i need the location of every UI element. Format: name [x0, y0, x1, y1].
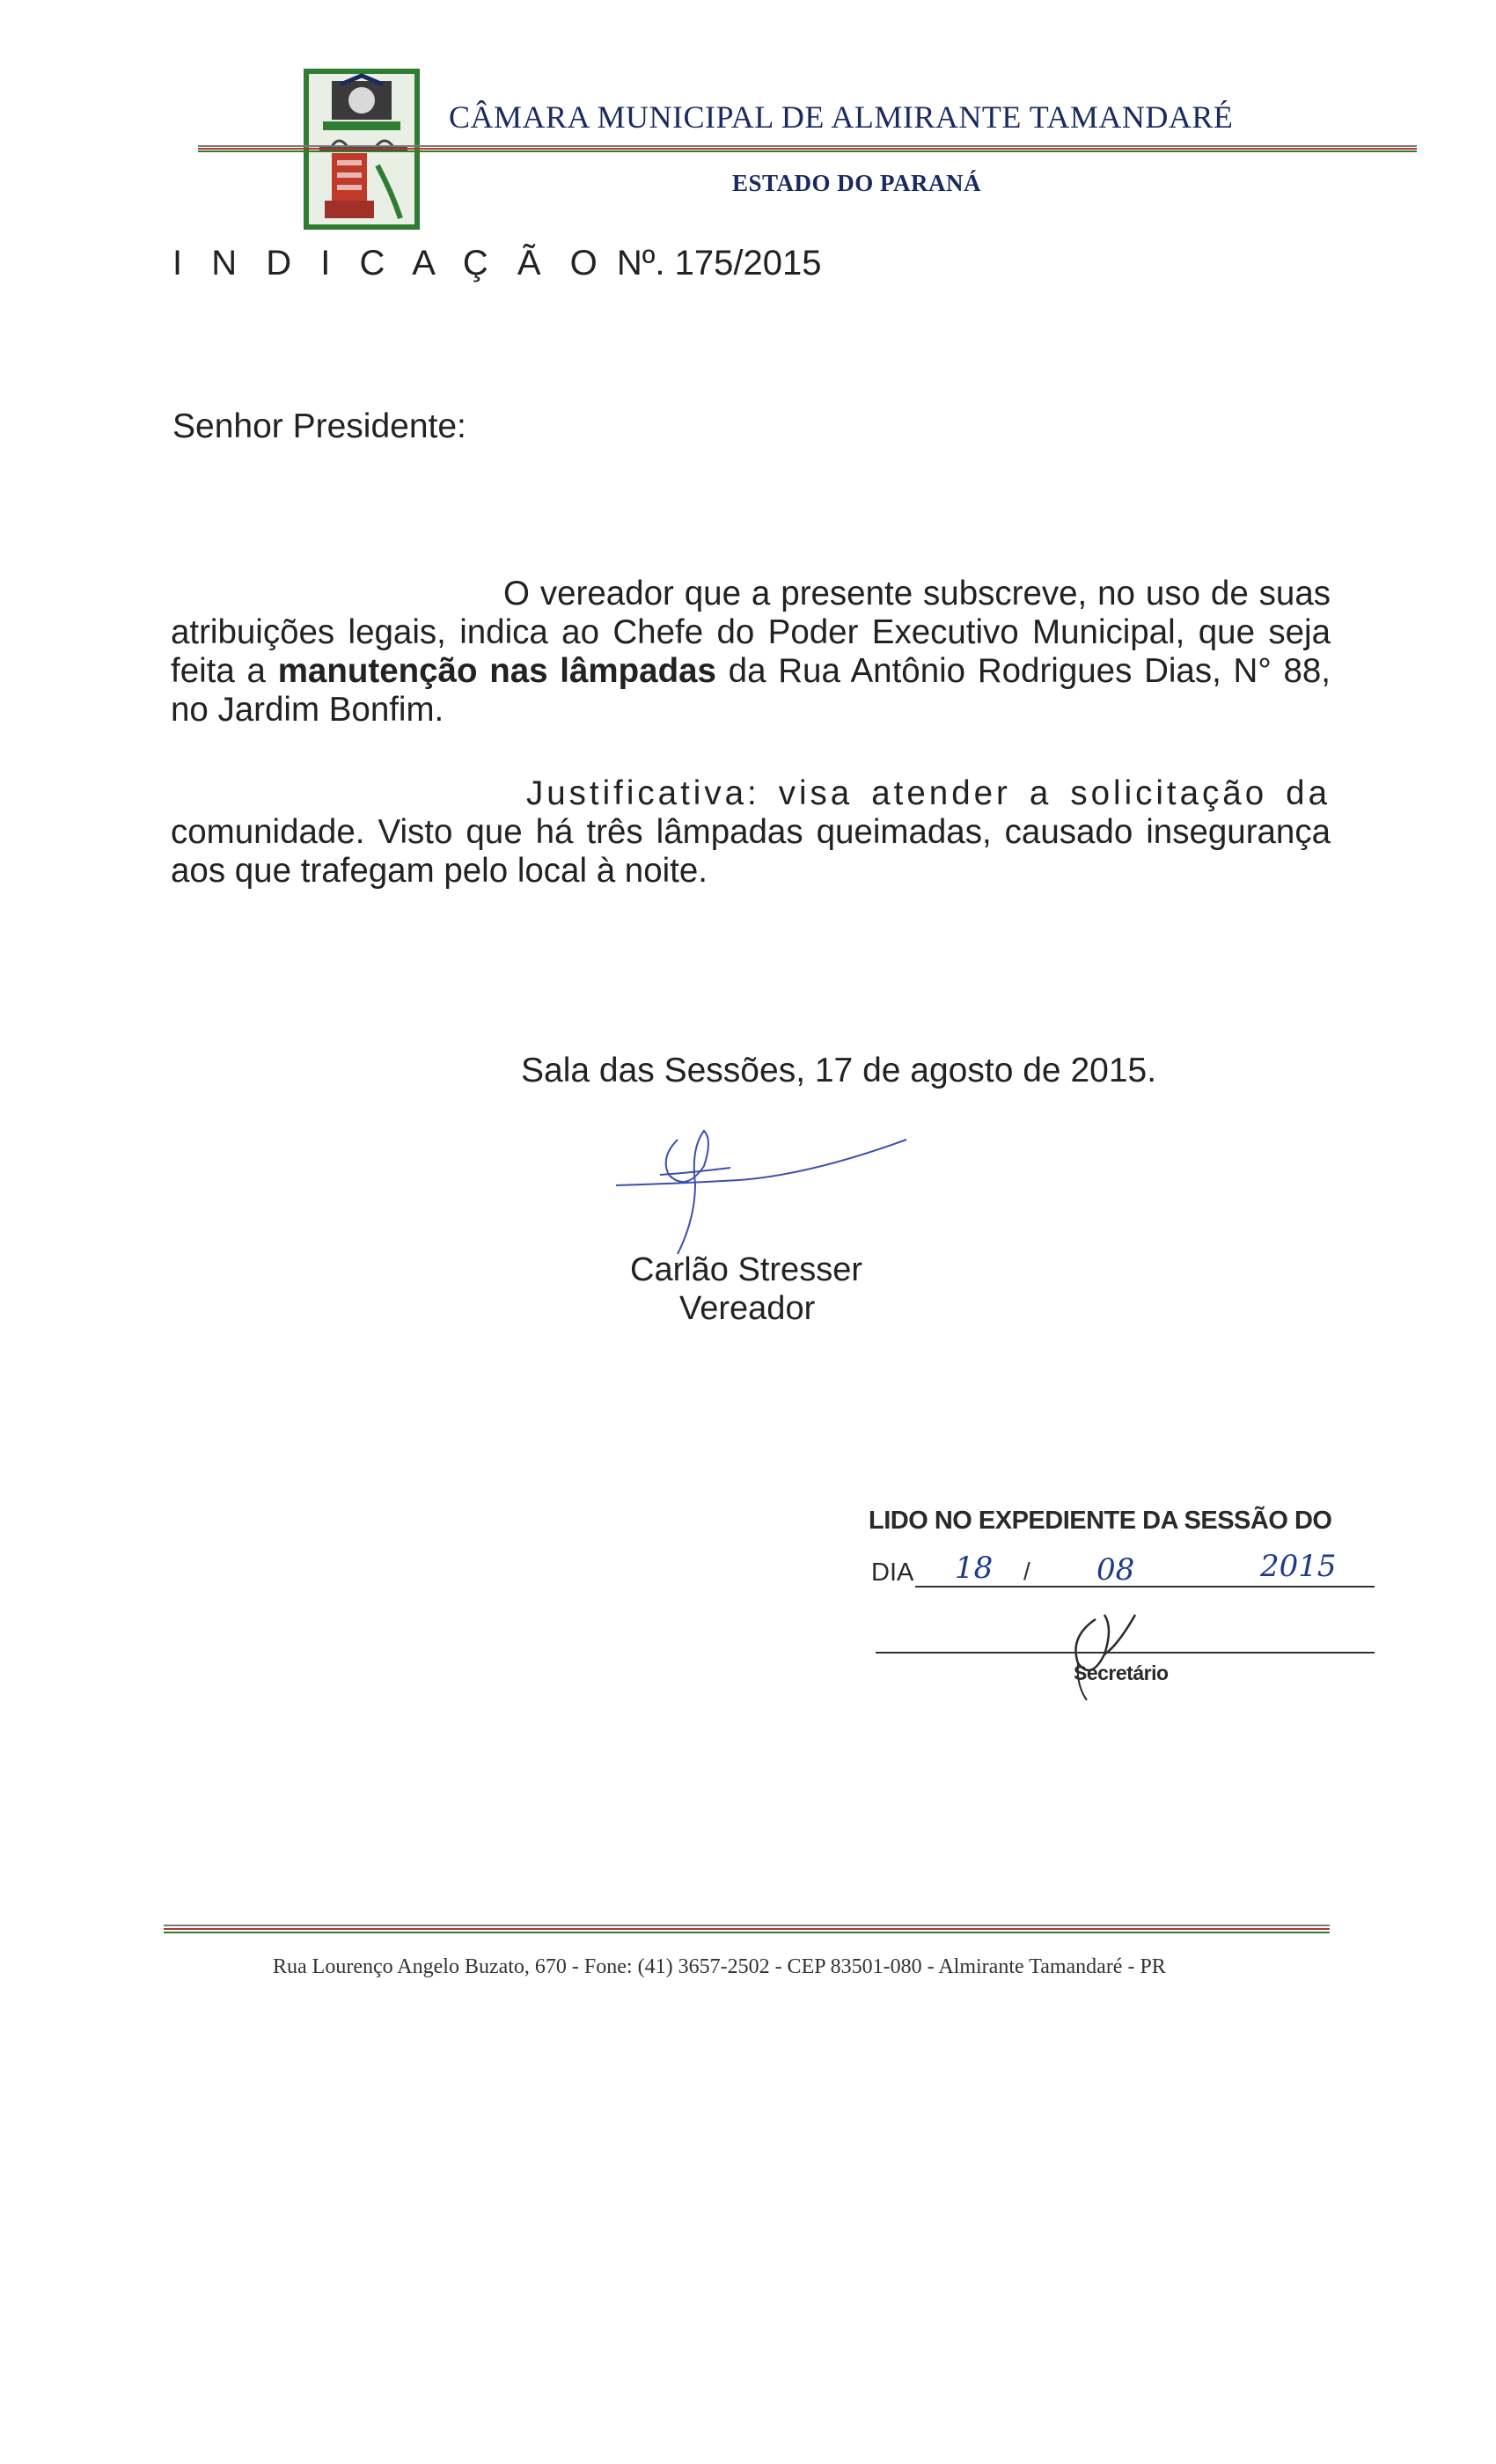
signer-name: Carlão Stresser	[630, 1251, 862, 1288]
greeting: Senhor Presidente:	[172, 407, 466, 445]
stamp-date-line	[915, 1586, 1375, 1588]
stamp-day: 18	[955, 1551, 994, 1586]
state-name: ESTADO DO PARANÁ	[732, 170, 982, 196]
indicacao-number: Nº. 175/2015	[616, 244, 822, 282]
stamp-separator: /	[1023, 1558, 1030, 1585]
secretary-line	[876, 1652, 1375, 1654]
signature-icon	[607, 1122, 933, 1263]
stamp-month: 08	[1096, 1552, 1135, 1588]
paragraph-request-tail: da Rua Antônio Rodrigues Dias, N° 88, no Jardim Bonfim.	[171, 652, 1331, 729]
secretary-signature-icon	[1052, 1602, 1166, 1707]
justification-lead: Justificativa: visa atender a solicitação da	[526, 774, 1331, 812]
document-number	[172, 244, 821, 283]
place-date: Sala das Sessões, 17 de agosto de 2015.	[521, 1052, 1157, 1089]
indicacao-label: I N D I C A Ç Ã O	[172, 244, 607, 282]
paragraph-request	[171, 575, 1331, 730]
paragraph-request-text: O vereador que a presente subscreve, no uso de suas atribuições legais, indica ao Chefe do Poder Executivo Municipal, que seja feita a	[171, 575, 1331, 690]
paragraph-justification	[171, 774, 1331, 891]
signer-role: Vereador	[679, 1290, 816, 1327]
stamp-day-label: DIA	[871, 1558, 914, 1587]
justification-text: comunidade. Visto que há três lâmpadas queimadas, causado insegurança aos que trafegam pelo local à noite.	[171, 813, 1331, 890]
footer-rule	[164, 1925, 1330, 1933]
secretary-label: Secretário	[1074, 1661, 1169, 1684]
header-rule	[198, 145, 1417, 152]
institution-name: CÂMARA MUNICIPAL DE ALMIRANTE TAMANDARÉ	[449, 99, 1234, 135]
stamp-title: LIDO NO EXPEDIENTE DA SESSÃO DO	[869, 1507, 1332, 1535]
paragraph-request-emphasis: manutenção nas lâmpadas	[277, 652, 716, 690]
footer-address: Rua Lourenço Angelo Buzato, 670 - Fone: (41) 3657-2502 - CEP 83501-080 - Almirante Tamandaré - PR	[273, 1955, 1166, 1978]
stamp-year: 2015	[1260, 1549, 1337, 1584]
